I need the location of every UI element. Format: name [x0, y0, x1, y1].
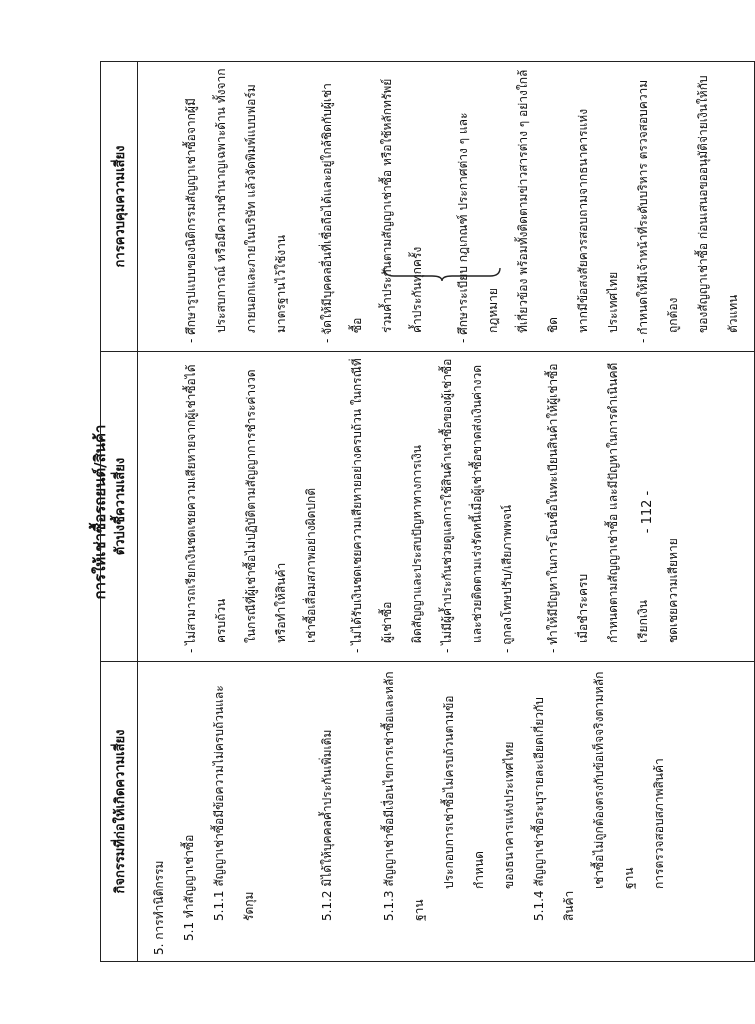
risk-activity-cell [138, 662, 755, 962]
indicator-4: - ถูกลงโทษปรับ/เสียภาพพจน์ [500, 504, 514, 653]
control-5: - กำหนดให้มีเจ้าหน้าที่ระดับบริหาร ตรวจสอบความถูกต้อง [636, 79, 680, 343]
indicator-3: - ไม่มีผู้ค้ำประกันช่วยดูแลการใช้สินค้าเช่าซื้อของผู้เช่าซื้อ [440, 358, 454, 653]
control-3: ร่วมค้ำประกันตามสัญญาเช่าซื้อ หรือใช้หลักทรัพย์ค้ำประกันทุกครั้ง [380, 78, 424, 333]
indicator-1-line2: ในกรณีที่ผู้เช่าซื้อไม่ปฏิบัติตามสัญญาการชำระค่างวดหรือทำให้สินค้า [244, 369, 288, 643]
control-4-line3: หากมีข้อสงสัยควรสอบถามจากธนาคารแห่งประเทศไทย [576, 108, 620, 333]
header-risk-control: การควบคุมความเสี่ยง [101, 62, 138, 352]
indicator-1-line3: เช่าซื้อเสื่อมสภาพอย่างผิดปกติ [304, 487, 318, 643]
activity-5-1-4: 5.1.4 สัญญาเช่าซื้อระบุรายละเอียดเกี่ยวกับสินค้า [532, 697, 576, 921]
table-body-row [138, 62, 755, 962]
activity-5: 5. การทำนิติกรรม [152, 860, 166, 955]
table-header-row [101, 62, 138, 962]
indicator-1: - ไม่สามารถเรียกเงินชดเชยความเสียหายจากผู้เช่าซื้อได้ครบถ้วน [184, 364, 228, 653]
risk-control-cell [138, 62, 755, 352]
control-4-line2: ที่เกี่ยวข้อง พร้อมทั้งติดตามข่าวสารต่าง ๆ อย่างใกล้ชิด [516, 69, 560, 333]
indicator-2: - ไม่ได้รับเงินชดเชยความเสียหายอย่างครบถ้วน ในกรณีที่ผู้เช่าซื้อ [350, 358, 394, 653]
indicator-2-line2: ผิดสัญญาและประสบปัญหาทางการเงิน [410, 445, 424, 643]
indicator-5: - ทำให้มีปัญหาในการโอนชื่อในทะเบียนสินค้าให้ผู้เช่าซื้อเมื่อชำระครบ [546, 363, 590, 653]
activity-5-1-2: 5.1.2 มิได้ให้บุคคลค้ำประกันเพิ่มเติม [320, 729, 334, 921]
header-risk-activity: กิจกรรมที่ก่อให้เกิดความเสี่ยง [101, 662, 138, 962]
activity-5-1-3-line3: ของธนาคารแห่งประเทศไทย [502, 741, 516, 889]
indicator-3-line2: และช่วยติดตามเร่งรัดหนี้เมื่อผู้เช่าซื้อขาดส่งเงินค่างวด [470, 364, 484, 643]
control-1: - ศึกษารูปแบบของนิติกรรมสัญญาเช่าซื้อจากผู้มี [184, 98, 198, 343]
activity-5-1-3-line2: ประกอบการเช่าซื้อไม่ครบถ้วนตามข้อกำหนด [442, 695, 486, 889]
activity-5-1-3: 5.1.3 สัญญาเช่าซื้อมีเงื่อนไขการเช่าซื้อและหลักฐาน [382, 671, 426, 921]
control-1-line4: มาตรฐานไว้ใช้งาน [274, 234, 288, 333]
control-5-line3: ตัวแทน [726, 294, 740, 333]
indicator-5-line3: ชดเชยความเสียหาย [666, 538, 680, 643]
risk-indicator-cell [138, 352, 755, 662]
header-risk-indicator: ตัวบ่งชี้ความเสี่ยง [101, 352, 138, 662]
activity-5-1-4-line2: เช่าซื้อไม่ถูกต้องตรงกับข้อเท็จจริงตามหลักฐาน [592, 671, 636, 889]
activity-5-1: 5.1 ทำสัญญาเช่าซื้อ [182, 834, 196, 941]
indicator-5-line2: กำหนดตามสัญญาเช่าซื้อ และมีปัญหาในการดำเนินคดีเรียกเงิน [606, 362, 650, 643]
activity-5-1-4-line3: การตรวจสอบสภาพสินค้า [652, 758, 666, 889]
control-1-line2: ประสบการณ์ หรือมีความชำนาญเฉพาะด้าน ทั้งจาก [214, 68, 228, 333]
control-4: - ศึกษาระเบียบ กฎเกณฑ์ ประกาศต่าง ๆ และกฎหมาย [456, 112, 500, 343]
control-1-line3: ภายนอกและภายในบริษัท แล้วจัดพิมพ์แบบฟอร์ม [244, 84, 258, 333]
curly-brace-icon [382, 266, 502, 282]
risk-control-table [100, 61, 755, 962]
control-2: - จัดให้มีบุคคลอื่นที่เชื่อถือได้และอยู่ใกล้ชิดกับผู้เช่าซื้อ [320, 83, 364, 343]
document-title: การให้เช่าซื้อรถยนต์/สินค้า [91, 424, 109, 600]
control-5-line2: ของสัญญาเช่าซื้อ ก่อนเสนอขออนุมัติจ่ายเงินให้กับ [696, 75, 710, 333]
page-number: - 112 - [640, 490, 655, 534]
activity-5-1-1: 5.1.1 สัญญาเช่าซื้อมีข้อความไม่ครบถ้วนและรัดกุม [212, 685, 256, 921]
